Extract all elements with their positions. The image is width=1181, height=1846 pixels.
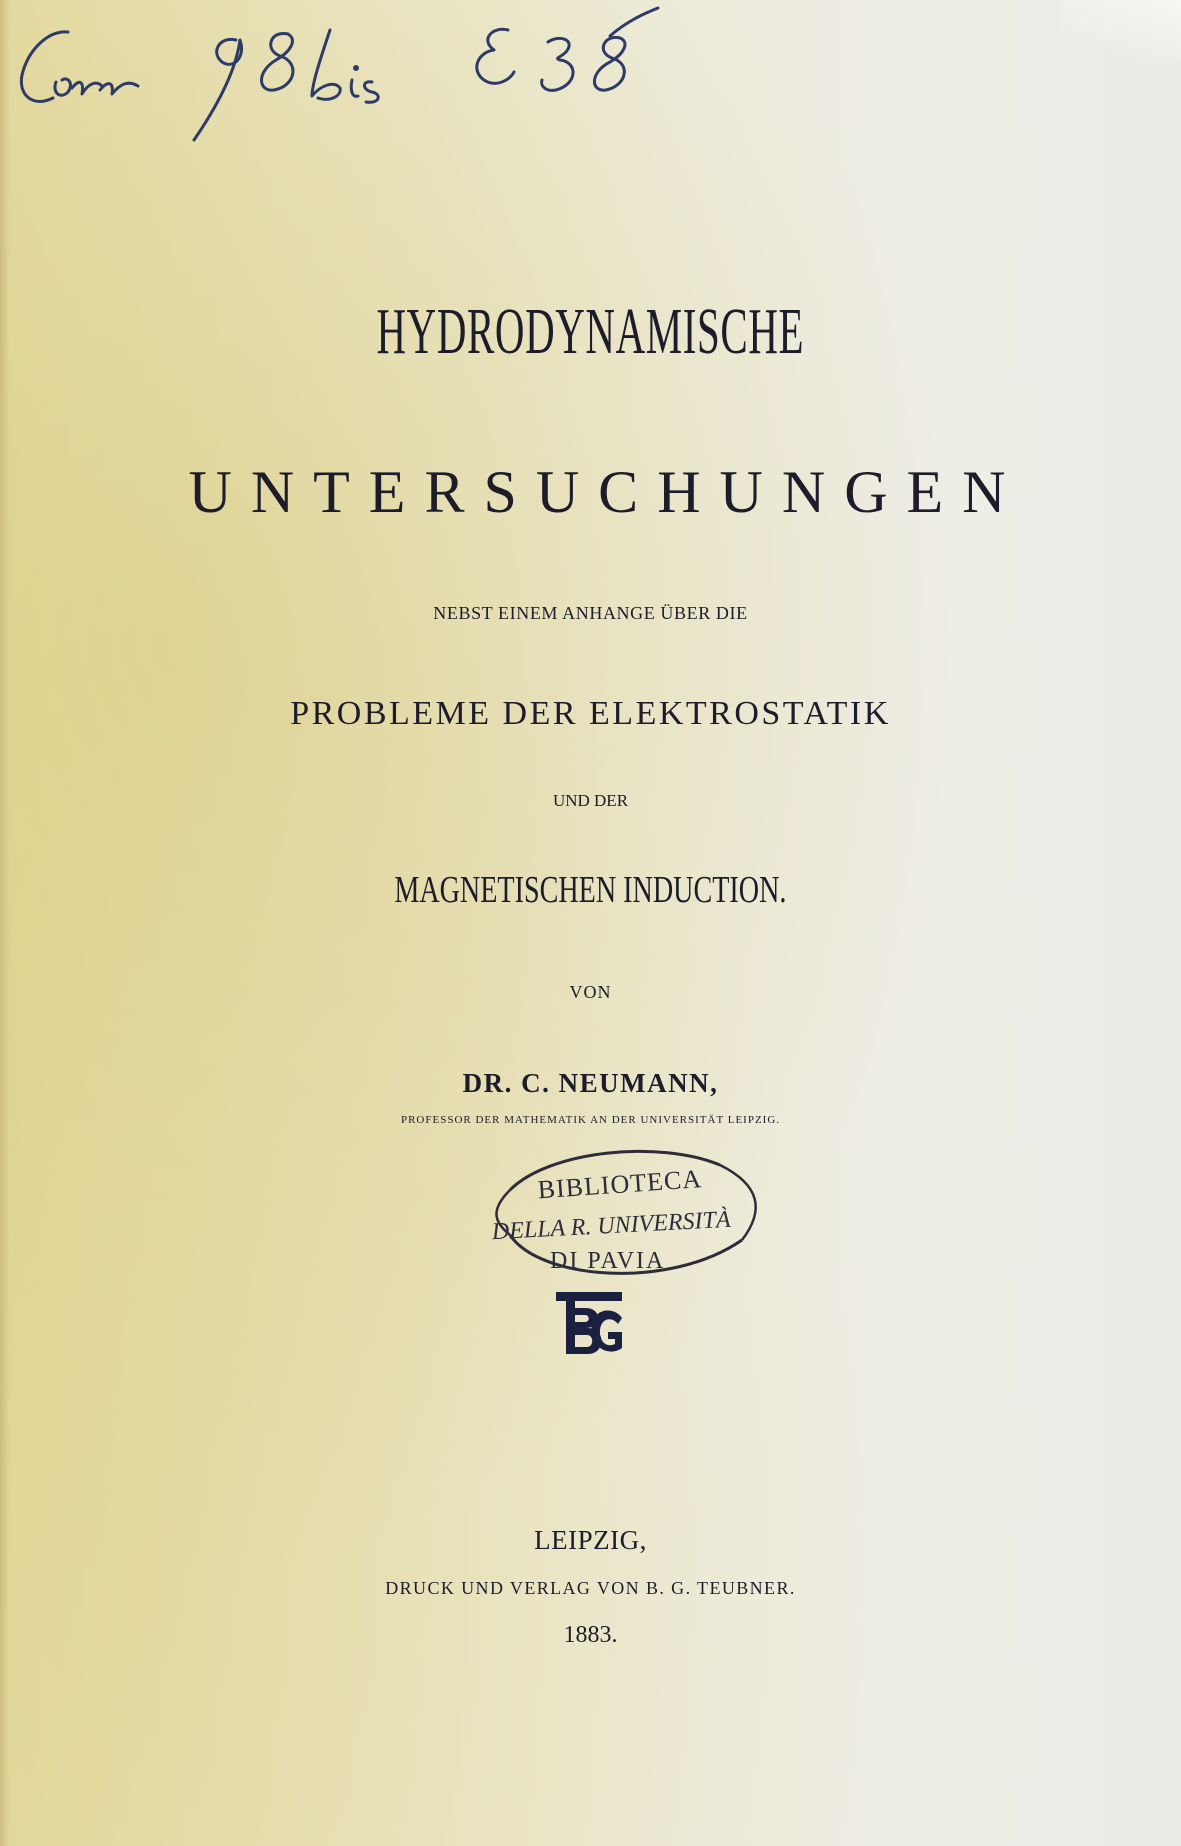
- subtitle-line-1: NEBST EINEM ANHANGE ÜBER DIE: [433, 603, 748, 623]
- imprint-year: 1883.: [563, 1622, 618, 1648]
- author-affiliation: PROFESSOR DER MATHEMATIK AN DER UNIVERSITÄT LEIPZIG.: [400, 1114, 781, 1126]
- subtitle-line-4: MAGNETISCHEN INDUCTION.: [394, 869, 787, 911]
- title-line-1: HYDRODYNAMISCHE: [376, 295, 805, 368]
- imprint-publisher: DRUCK UND VERLAG VON B. G. TEUBNER.: [385, 1578, 796, 1598]
- bg-monogram-icon: [552, 1288, 626, 1358]
- subtitle-line-2: PROBLEME DER ELEKTROSTATIK: [290, 695, 891, 732]
- stamp-line-1: BIBLIOTECA: [536, 1163, 703, 1205]
- author-name: DR. C. NEUMANN,: [462, 1068, 719, 1098]
- page-corner-fold: [1061, 0, 1181, 60]
- library-stamp: [480, 1140, 770, 1298]
- byline-von: VON: [569, 982, 612, 1002]
- imprint-city: LEIPZIG,: [534, 1525, 647, 1555]
- subtitle-line-3: UND DER: [552, 791, 629, 810]
- page-edge-shadow: [0, 0, 10, 1846]
- title-line-2: UNTERSUCHUNGEN: [188, 459, 1025, 525]
- stamp-line-2: DELLA R. UNIVERSITÀ: [491, 1206, 732, 1246]
- stamp-line-3: DI PAVIA: [550, 1248, 666, 1274]
- handwritten-shelfmark: [8, 0, 688, 150]
